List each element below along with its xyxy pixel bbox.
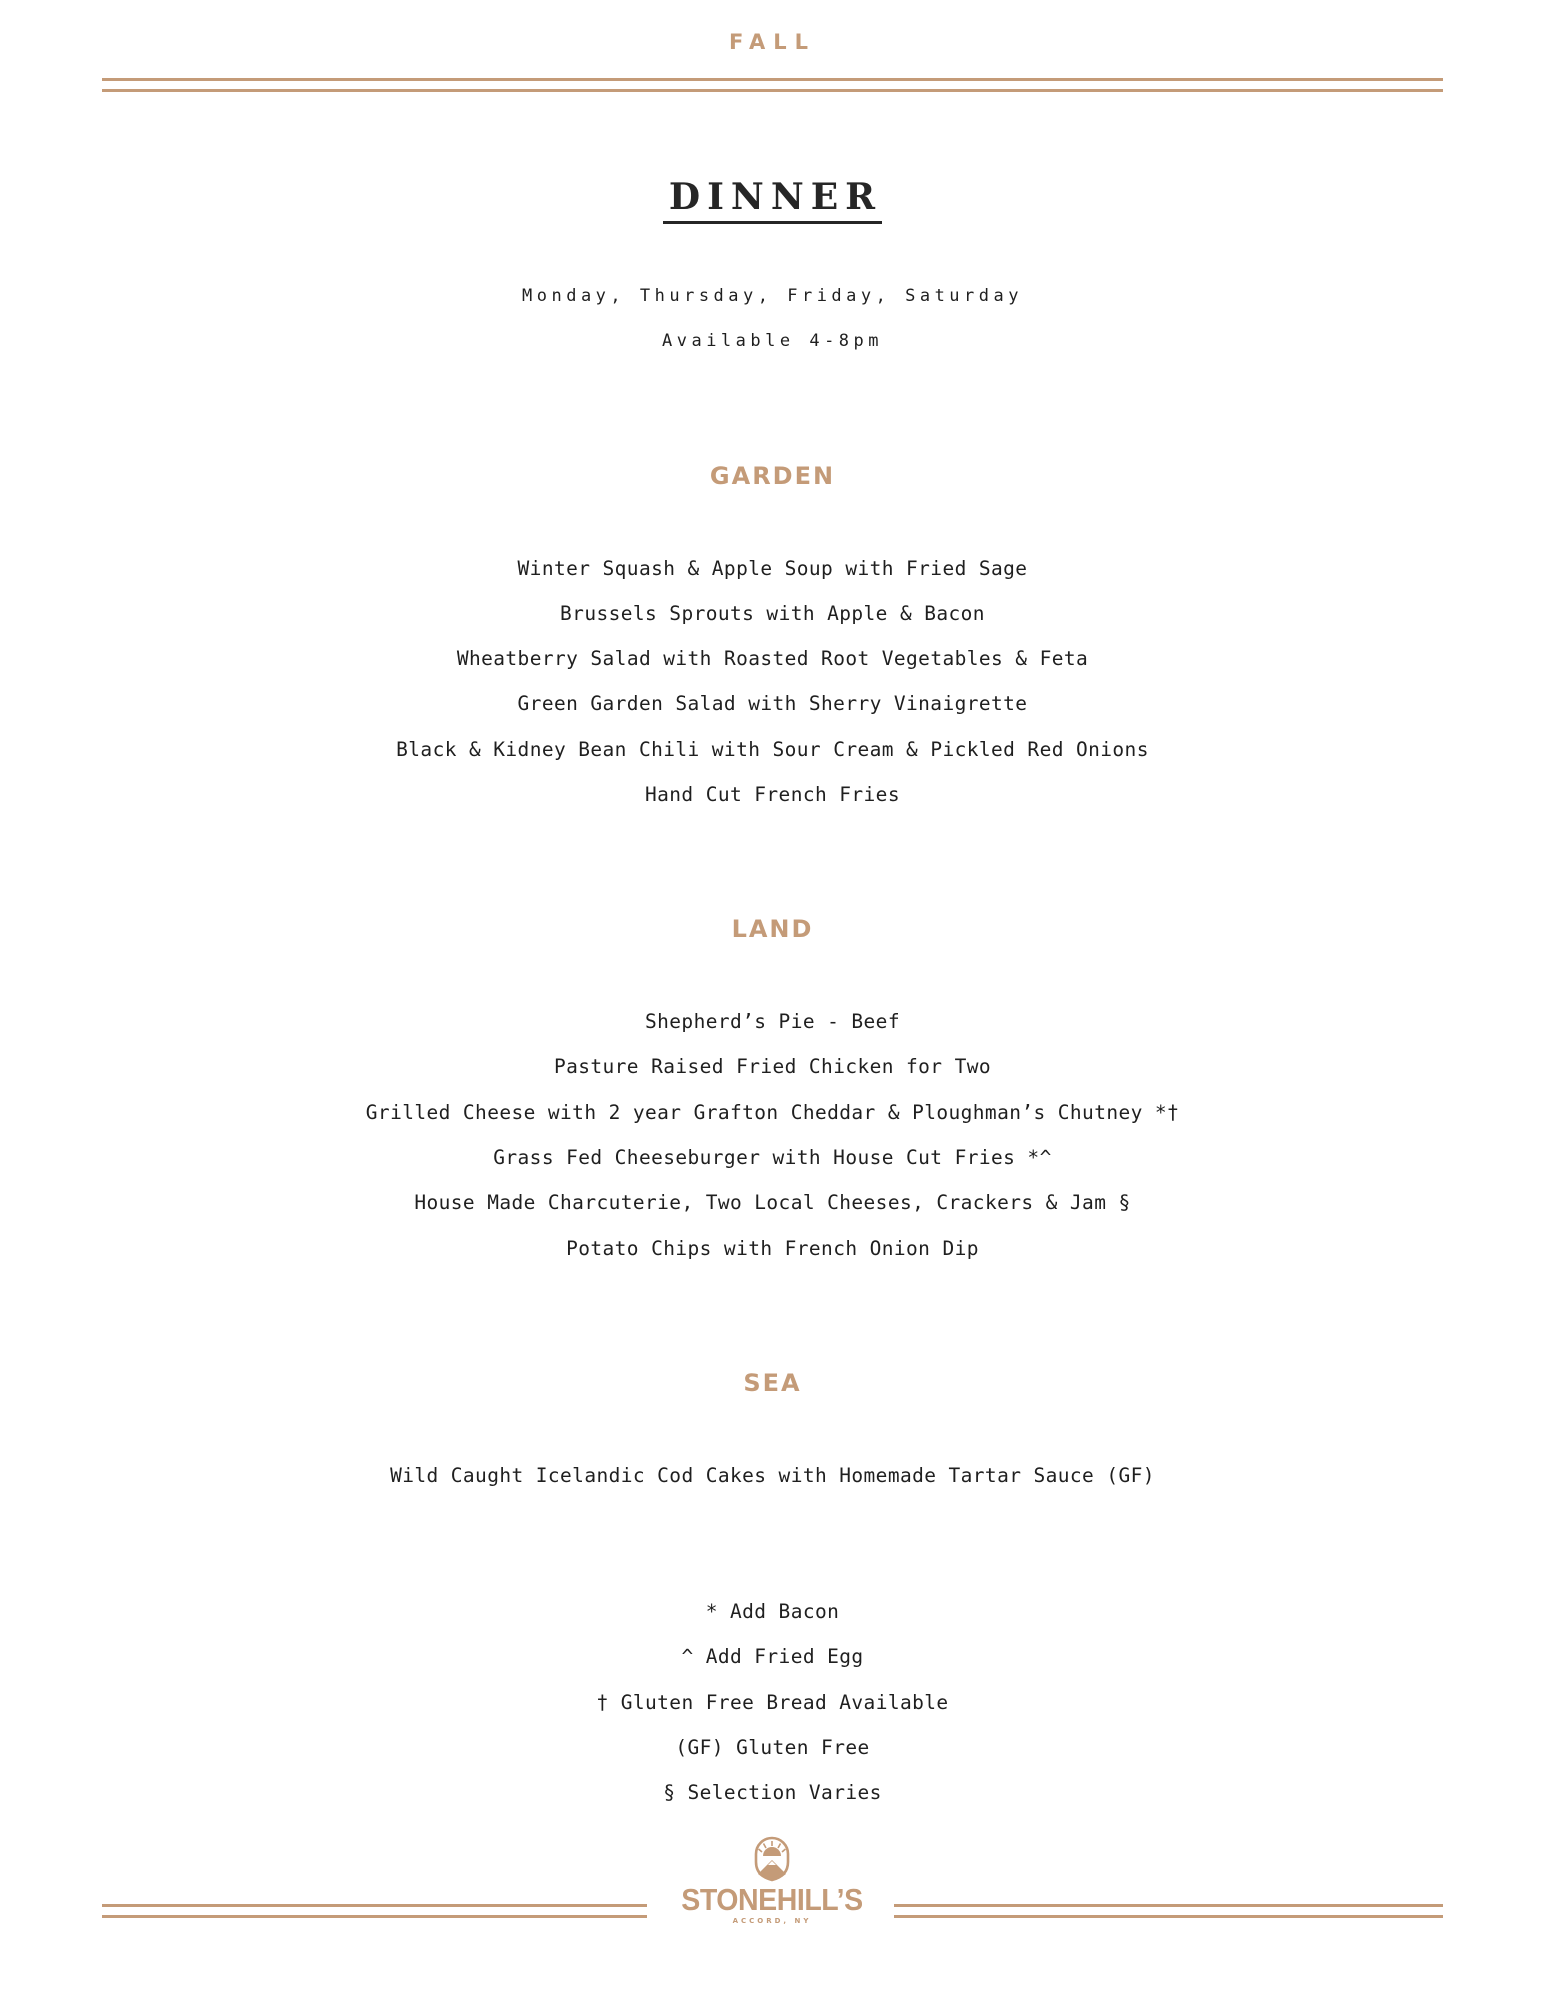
bottom-left-double-rule bbox=[102, 1904, 647, 1918]
hours-text: Available 4-8pm bbox=[661, 331, 884, 351]
menu-item: Pasture Raised Fried Chicken for Two bbox=[553, 1055, 992, 1078]
days-text: Monday, Thursday, Friday, Saturday bbox=[522, 286, 1023, 306]
menu-item: Potato Chips with French Onion Dip bbox=[566, 1237, 979, 1260]
menu-item: Green Garden Salad with Sherry Vinaigrette bbox=[517, 692, 1028, 715]
legend-item-gf-bread: † Gluten Free Bread Available bbox=[596, 1691, 949, 1714]
stonehills-logo bbox=[672, 1834, 872, 1942]
menu-item: Wheatberry Salad with Roasted Root Vegetables & Feta bbox=[456, 647, 1089, 670]
bottom-right-double-rule bbox=[894, 1904, 1443, 1918]
menu-item: House Made Charcuterie, Two Local Cheeses, Crackers & Jam § bbox=[414, 1191, 1131, 1214]
brand-location: ACCORD, NY bbox=[732, 1917, 812, 1925]
menu-item: Shepherd’s Pie - Beef bbox=[645, 1010, 900, 1033]
section-heading-land: LAND bbox=[731, 915, 814, 943]
title-block bbox=[0, 176, 1545, 224]
section-heading-sea: SEA bbox=[743, 1369, 802, 1397]
menu-item: Black & Kidney Bean Chili with Sour Cream & Pickled Red Onions bbox=[396, 738, 1149, 761]
sun-mountain-icon bbox=[752, 1834, 792, 1882]
brand-name: STONEHILL’S bbox=[681, 1882, 863, 1917]
section-heading-garden: GARDEN bbox=[709, 462, 836, 490]
page-title: DINNER bbox=[663, 176, 882, 224]
season-label: FALL bbox=[729, 30, 816, 54]
top-double-rule bbox=[102, 78, 1443, 92]
legend-item-bacon: * Add Bacon bbox=[705, 1600, 840, 1623]
legend-item-egg: ^ Add Fried Egg bbox=[681, 1645, 864, 1668]
menu-item: Wild Caught Icelandic Cod Cakes with Homemade Tartar Sauce (GF) bbox=[390, 1464, 1155, 1487]
menu-item: Grilled Cheese with 2 year Grafton Cheddar & Ploughman’s Chutney *† bbox=[365, 1101, 1180, 1124]
legend-item-gf: (GF) Gluten Free bbox=[675, 1736, 870, 1759]
menu-item: Grass Fed Cheeseburger with House Cut Fries *^ bbox=[493, 1146, 1052, 1169]
menu-item: Hand Cut French Fries bbox=[645, 783, 900, 806]
legend-item-selection: § Selection Varies bbox=[663, 1781, 882, 1804]
menu-item: Brussels Sprouts with Apple & Bacon bbox=[560, 602, 985, 625]
menu-item: Winter Squash & Apple Soup with Fried Sage bbox=[517, 557, 1028, 580]
